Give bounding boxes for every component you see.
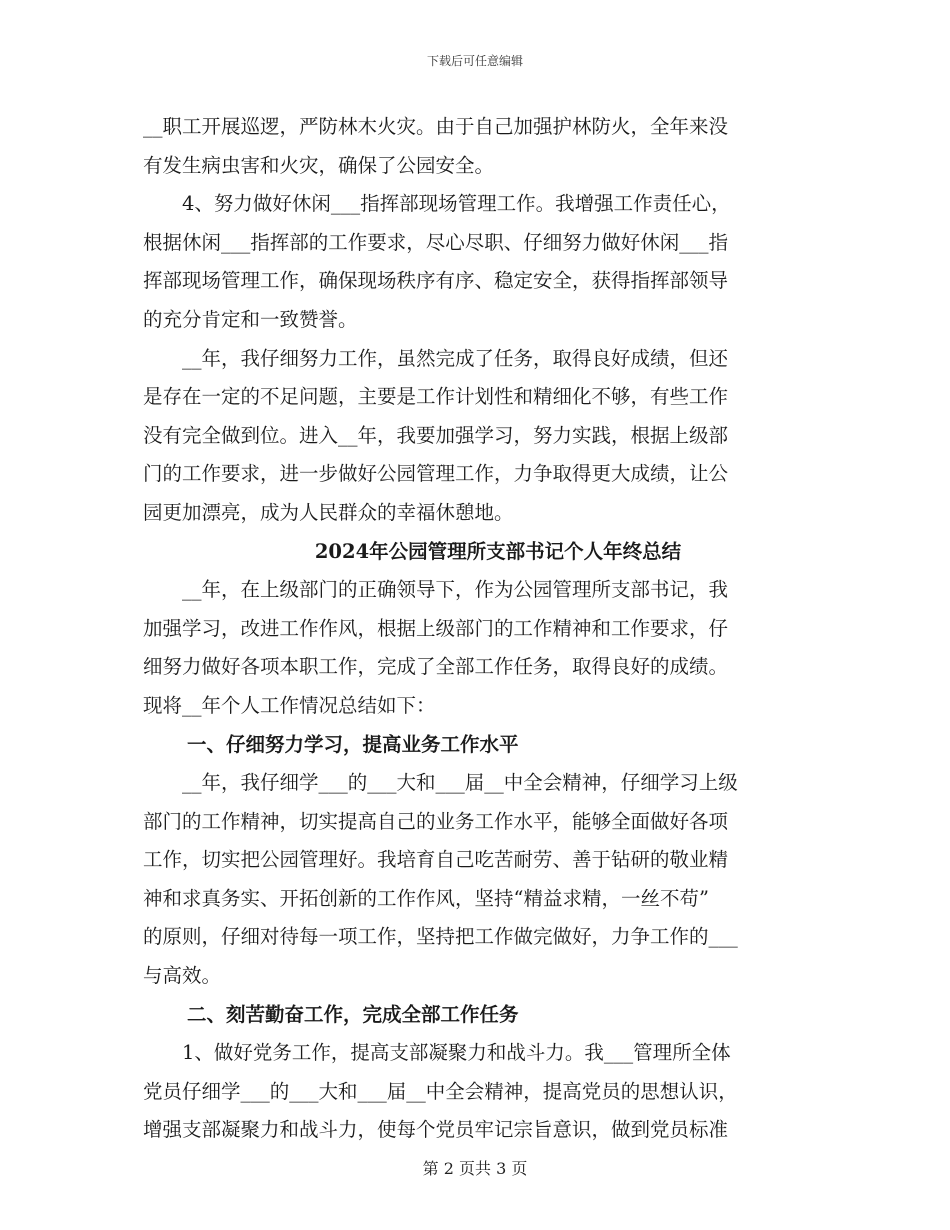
text-line: 4、努力做好休闲___指挥部现场管理工作。我增强工作责任心， (182, 192, 731, 216)
text-line: 的原则，仔细对待每一项工作，坚持把工作做完做好，力争工作的___ (143, 925, 738, 949)
text-line: 增强支部凝聚力和战斗力，使每个党员牢记宗旨意识，做到党员标准 (143, 1118, 729, 1142)
text-line: __年，我仔细努力工作，虽然完成了任务，取得良好成绩，但还 (182, 346, 729, 370)
text-line: 没有完全做到位。进入__年，我要加强学习，努力实践，根据上级部 (143, 423, 729, 447)
text-line: 加强学习，改进工作作风，根据上级部门的工作精神和工作要求，仔 (143, 616, 729, 640)
text-line: __职工开展巡逻，严防林木火灾。由于自己加强护林防火，全年来没 (143, 115, 729, 138)
text-line: 细努力做好各项本职工作，完成了全部工作任务，取得良好的成绩。 (143, 655, 729, 679)
text-line: 的充分肯定和一致赞誉。 (143, 307, 358, 331)
text-line: 根据休闲___指挥部的工作要求，尽心尽职、仔细努力做好休闲___指 (143, 230, 729, 254)
text-line: __年，在上级部门的正确领导下，作为公园管理所支部书记，我 (182, 578, 729, 602)
text-line: 神和求真务实、开拓创新的工作作风，坚持“精益求精，一丝不苟” (143, 886, 709, 910)
page-header: 下载后可任意编辑 (426, 54, 523, 68)
section-heading: 二、刻苦勤奋工作，完成全部工作任务 (187, 1002, 519, 1026)
text-line: 门的工作要求，进一步做好公园管理工作，力争取得更大成绩，让公 (143, 462, 729, 486)
text-line: 党员仔细学___的___大和___届__中全会精神，提高党员的思想认识， (143, 1079, 738, 1103)
text-line: __年，我仔细学___的___大和___届__中全会精神，仔细学习上级 (182, 771, 738, 795)
text-line: 部门的工作精神，切实提高自己的业务工作水平，能够全面做好各项 (143, 809, 729, 833)
text-line: 是存在一定的不足问题，主要是工作计划性和精细化不够，有些工作 (143, 385, 729, 409)
document-body (143, 108, 809, 1150)
document-title: 2024年公园管理所支部书记个人年终总结 (314, 539, 682, 563)
text-line: 现将__年个人工作情况总结如下： (143, 693, 436, 717)
text-line: 工作，切实把公园管理好。我培育自己吃苦耐劳、善于钻研的敬业精 (143, 848, 729, 872)
page-footer: 第 2 页共 3 页 (422, 1159, 528, 1178)
section-heading: 一、仔细努力学习，提高业务工作水平 (187, 732, 519, 756)
text-line: 园更加漂亮，成为人民群众的幸福休憩地。 (143, 500, 514, 524)
text-line: 1、做好党务工作，提高支部凝聚力和战斗力。我___管理所全体 (182, 1041, 731, 1065)
text-line: 有发生病虫害和火灾，确保了公园安全。 (143, 153, 495, 177)
text-line: 挥部现场管理工作，确保现场秩序有序、稳定安全，获得指挥部领导 (143, 269, 729, 293)
text-line: 与高效。 (143, 964, 222, 988)
